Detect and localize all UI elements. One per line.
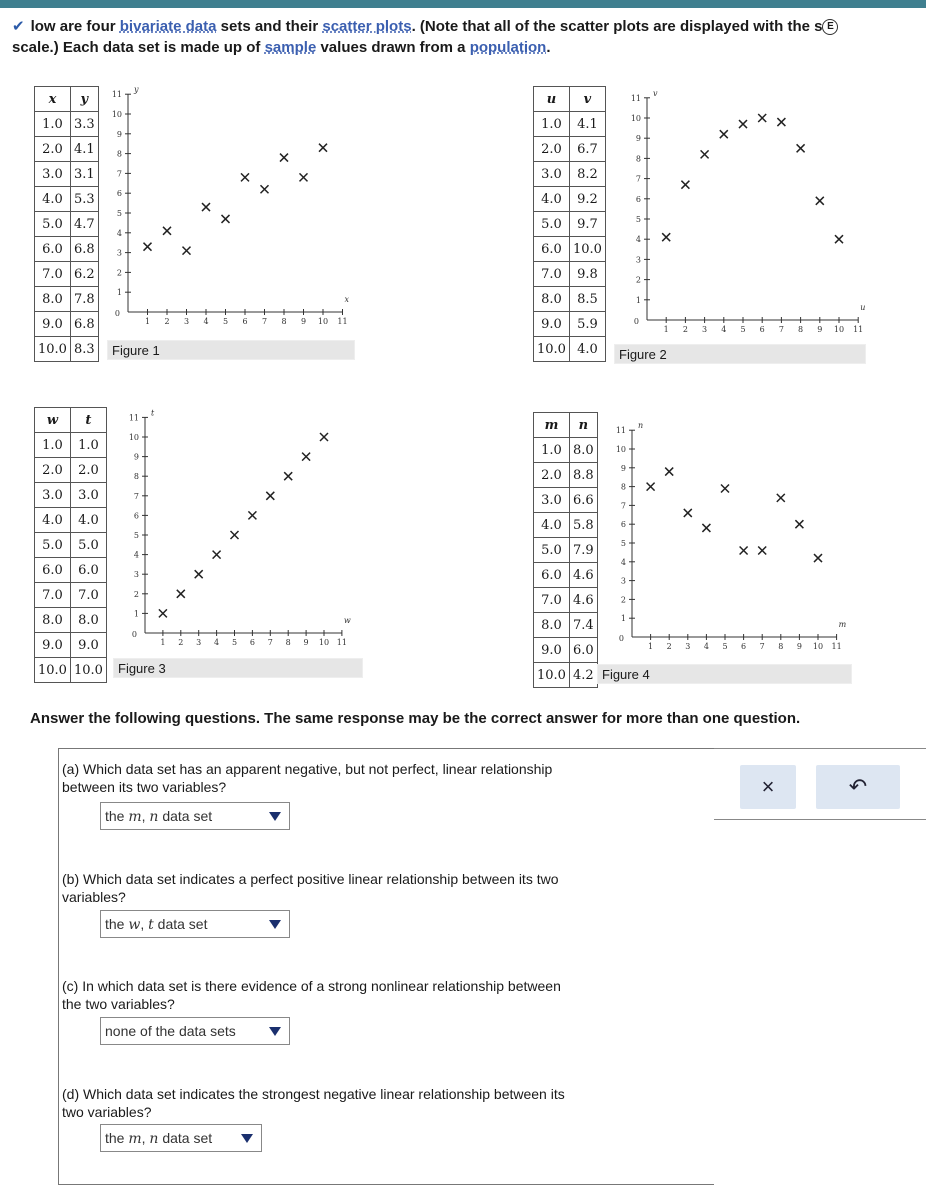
column-header-1: w: [35, 408, 71, 433]
link-sample[interactable]: sample: [264, 39, 317, 56]
table-cell: 2.0: [534, 463, 570, 488]
y-axis-label: y: [134, 85, 139, 95]
data-point: [702, 524, 710, 532]
data-point: [662, 233, 670, 241]
link-scatter-plots[interactable]: scatter plots: [322, 18, 412, 35]
x-tick-label: 4: [703, 642, 709, 651]
data-point: [740, 547, 748, 555]
y-tick-label: 2: [620, 595, 626, 605]
x-tick-label: 3: [196, 638, 202, 647]
table-cell: 3.0: [534, 162, 570, 187]
y-tick-label: 10: [111, 110, 122, 119]
table-cell: 2.0: [35, 458, 71, 483]
y-tick-label: 10: [630, 114, 641, 123]
data-point: [721, 484, 729, 492]
problem-intro: ✔ low are four bivariate data sets and their scatter plots. (Note that all of the scatter plots are displayed with the s E scale.) Each data set is made up of sample values drawn from a population.: [12, 16, 917, 58]
table-cell: 7.0: [35, 262, 71, 287]
column-header-1: m: [534, 413, 570, 438]
y-tick-label: 11: [111, 90, 122, 100]
x-tick-label: 6: [759, 325, 765, 334]
x-tick-label: 4: [214, 638, 220, 647]
chevron-down-icon: [269, 812, 281, 821]
table-cell: 3.0: [534, 488, 570, 513]
table-cell: 6.0: [569, 638, 597, 663]
table-cell: 7.4: [569, 613, 597, 638]
clear-button[interactable]: ×: [740, 765, 796, 809]
table-cell: 4.0: [569, 337, 605, 362]
table-cell: 5.3: [70, 187, 98, 212]
y-tick-label: 8: [133, 472, 139, 482]
y-tick-label: 6: [635, 194, 641, 204]
chevron-down-icon: [241, 1134, 253, 1143]
table-cell: 6.0: [534, 563, 570, 588]
x-tick-label: 8: [285, 638, 291, 647]
y-tick-label: 4: [620, 557, 626, 567]
y-tick-label: 7: [133, 491, 139, 501]
data-point: [758, 547, 766, 555]
table-cell: 4.0: [534, 187, 570, 212]
scatter-plot-1: [112, 85, 350, 326]
table-cell: 8.0: [569, 438, 597, 463]
origin-label: 0: [131, 630, 137, 639]
question-d: (d) Which data set indicates the strongest negative linear relationship between its two variables?: [62, 1086, 565, 1120]
y-tick-label: 11: [128, 413, 139, 423]
data-point: [720, 130, 728, 138]
table-cell: 8.2: [569, 162, 605, 187]
table-cell: 5.0: [70, 533, 106, 558]
data-point: [835, 235, 843, 243]
x-axis-label: u: [860, 303, 866, 312]
y-tick-label: 2: [635, 275, 641, 285]
table-cell: 9.7: [569, 212, 605, 237]
table-cell: 10.0: [534, 663, 570, 688]
data-point: [280, 154, 288, 162]
column-header-2: n: [569, 413, 597, 438]
table-cell: 7.0: [534, 588, 570, 613]
table-cell: 10.0: [70, 658, 106, 683]
data-point: [231, 531, 239, 539]
table-cell: 4.1: [569, 112, 605, 137]
x-tick-label: 5: [722, 642, 728, 651]
x-tick-label: 3: [685, 642, 691, 651]
x-tick-label: 5: [231, 638, 238, 647]
x-tick-label: 3: [183, 317, 190, 326]
check-icon[interactable]: ✔: [12, 18, 25, 35]
x-tick-label: 6: [249, 638, 255, 647]
table-cell: 6.0: [70, 558, 106, 583]
table-cell: 4.0: [534, 513, 570, 538]
data-point: [320, 433, 328, 441]
data-point: [266, 492, 274, 500]
column-header-2: y: [70, 87, 98, 112]
link-bivariate-data[interactable]: bivariate data: [119, 18, 217, 35]
table-cell: 8.8: [569, 463, 597, 488]
y-tick-label: 7: [620, 501, 626, 511]
data-point: [177, 590, 185, 598]
table-cell: 9.0: [534, 312, 570, 337]
table-cell: 10.0: [534, 337, 570, 362]
question-a: (a) Which data set has an apparent negative, but not perfect, linear relationship between its two variables?: [62, 761, 553, 795]
table-cell: 7.8: [70, 287, 98, 312]
column-header-1: u: [534, 87, 570, 112]
x-tick-label: 11: [831, 642, 842, 651]
x-tick-label: 1: [144, 317, 151, 326]
column-header-2: v: [569, 87, 605, 112]
x-tick-label: 6: [242, 317, 248, 326]
y-tick-label: 3: [620, 576, 626, 586]
undo-button[interactable]: ↶: [816, 765, 900, 809]
data-point: [222, 215, 230, 223]
x-tick-label: 1: [663, 325, 669, 334]
table-cell: 6.0: [35, 558, 71, 583]
data-point: [816, 197, 824, 205]
y-tick-label: 7: [116, 169, 122, 179]
y-tick-label: 5: [116, 209, 122, 218]
data-point: [300, 173, 308, 181]
y-tick-label: 2: [116, 268, 122, 278]
x-tick-label: 10: [812, 642, 824, 651]
y-tick-label: 3: [635, 255, 641, 265]
table-cell: 2.0: [35, 137, 71, 162]
table-cell: 1.0: [534, 438, 570, 463]
y-tick-label: 1: [116, 288, 122, 298]
origin-label: 0: [114, 309, 120, 318]
data-point: [144, 243, 152, 251]
table-cell: 5.0: [534, 212, 570, 237]
link-population[interactable]: population: [469, 39, 547, 56]
x-tick-label: 9: [796, 642, 802, 651]
data-point: [248, 511, 256, 519]
data-point: [213, 551, 221, 559]
table-cell: 4.7: [70, 212, 98, 237]
table-cell: 4.0: [35, 187, 71, 212]
data-point: [681, 181, 689, 189]
table-cell: 8.3: [70, 337, 98, 362]
table-cell: 8.0: [534, 287, 570, 312]
answer-select-d[interactable]: the m, n data set: [100, 1124, 262, 1152]
data-point: [814, 554, 822, 562]
y-tick-label: 8: [635, 154, 641, 164]
data-point: [261, 185, 269, 193]
x-tick-label: 7: [267, 638, 273, 647]
x-tick-label: 11: [336, 638, 347, 647]
table-cell: 8.0: [35, 287, 71, 312]
table-cell: 10.0: [35, 658, 71, 683]
table-cell: 6.6: [569, 488, 597, 513]
y-tick-label: 5: [620, 539, 626, 548]
y-tick-label: 10: [128, 433, 139, 442]
y-tick-label: 4: [133, 550, 139, 560]
table-cell: 9.0: [35, 312, 71, 337]
figure-label-2: Figure 2: [614, 344, 866, 364]
x-tick-label: 2: [178, 638, 184, 647]
y-tick-label: 8: [620, 482, 626, 492]
y-tick-label: 8: [116, 149, 122, 159]
table-cell: 3.3: [70, 112, 98, 137]
y-tick-label: 11: [630, 93, 641, 103]
table-cell: 6.0: [35, 237, 71, 262]
table-cell: 9.0: [70, 633, 106, 658]
x-tick-label: 8: [281, 317, 287, 326]
data-point: [777, 118, 785, 126]
data-point: [202, 203, 210, 211]
y-tick-label: 6: [133, 511, 139, 521]
x-tick-label: 9: [817, 325, 823, 334]
y-tick-label: 6: [620, 520, 626, 530]
x-tick-label: 2: [164, 317, 170, 326]
x-tick-label: 4: [721, 325, 727, 334]
column-header-2: t: [70, 408, 106, 433]
x-tick-label: 7: [759, 642, 765, 651]
table-cell: 5.9: [569, 312, 605, 337]
table-cell: 8.0: [70, 608, 106, 633]
data-point: [319, 144, 327, 152]
table-cell: 3.0: [35, 162, 71, 187]
data-point: [284, 472, 292, 480]
y-tick-label: 7: [635, 174, 641, 184]
table-cell: 2.0: [70, 458, 106, 483]
table-cell: 7.0: [70, 583, 106, 608]
data-point: [758, 114, 766, 122]
answer-select-c[interactable]: none of the data sets: [100, 1017, 290, 1045]
y-axis-label: v: [653, 88, 658, 98]
data-point: [163, 227, 171, 235]
chevron-down-icon: [269, 920, 281, 929]
table-cell: 7.9: [569, 538, 597, 563]
table-cell: 4.6: [569, 563, 597, 588]
x-tick-label: 7: [261, 317, 268, 326]
question-b: (b) Which data set indicates a perfect positive linear relationship between its two variables?: [62, 871, 559, 905]
x-tick-label: 7: [778, 325, 784, 334]
data-point: [241, 173, 249, 181]
x-tick-label: 6: [741, 642, 747, 651]
figure-label-1: Figure 1: [107, 340, 355, 360]
y-tick-label: 5: [133, 531, 139, 540]
table-cell: 4.6: [569, 588, 597, 613]
x-axis-label: x: [344, 295, 350, 304]
y-tick-label: 11: [615, 426, 626, 436]
x-tick-label: 8: [778, 642, 784, 651]
data-point: [159, 609, 167, 617]
table-cell: 10.0: [569, 237, 605, 262]
table-cell: 1.0: [70, 433, 106, 458]
y-tick-label: 9: [635, 134, 641, 144]
table-cell: 6.7: [569, 137, 605, 162]
x-tick-label: 4: [203, 317, 209, 326]
table-cell: 3.0: [35, 483, 71, 508]
scatter-plot-4: [616, 421, 847, 651]
table-cell: 10.0: [35, 337, 71, 362]
table-cell: 5.0: [534, 538, 570, 563]
x-tick-label: 11: [337, 317, 348, 326]
table-cell: 4.2: [569, 663, 597, 688]
x-tick-label: 1: [160, 638, 166, 647]
origin-label: 0: [633, 317, 639, 326]
table-cell: 5.0: [35, 533, 71, 558]
scatter-plot-2: [631, 89, 866, 334]
y-tick-label: 2: [133, 589, 139, 599]
y-tick-label: 9: [133, 452, 139, 462]
x-axis-label: m: [838, 620, 847, 629]
y-tick-label: 4: [116, 228, 122, 238]
x-tick-label: 5: [222, 317, 229, 326]
x-tick-label: 3: [702, 325, 708, 334]
table-cell: 9.8: [569, 262, 605, 287]
y-tick-label: 3: [116, 248, 122, 258]
table-cell: 6.0: [534, 237, 570, 262]
x-tick-label: 1: [648, 642, 654, 651]
table-cell: 9.0: [534, 638, 570, 663]
table-cell: 3.1: [70, 162, 98, 187]
y-tick-label: 10: [615, 445, 626, 454]
table-cell: 8.0: [534, 613, 570, 638]
table-cell: 3.0: [70, 483, 106, 508]
y-tick-label: 1: [635, 295, 641, 305]
table-cell: 2.0: [534, 137, 570, 162]
x-tick-label: 5: [740, 325, 746, 334]
x-tick-label: 8: [798, 325, 804, 334]
y-tick-label: 6: [116, 189, 122, 199]
table-cell: 6.8: [70, 312, 98, 337]
x-tick-label: 10: [318, 638, 330, 647]
data-point: [183, 247, 191, 255]
y-tick-label: 1: [620, 614, 626, 624]
table-cell: 7.0: [534, 262, 570, 287]
chevron-down-icon: [269, 1027, 281, 1036]
y-tick-label: 5: [635, 215, 641, 224]
data-point: [684, 509, 692, 517]
table-cell: 4.1: [70, 137, 98, 162]
table-cell: 9.2: [569, 187, 605, 212]
table-cell: 8.0: [35, 608, 71, 633]
data-point: [195, 570, 203, 578]
data-point: [777, 494, 785, 502]
y-tick-label: 9: [116, 129, 122, 139]
data-point: [647, 483, 655, 491]
table-cell: 9.0: [35, 633, 71, 658]
data-point: [739, 120, 747, 128]
y-axis-label: t: [151, 408, 155, 418]
y-tick-label: 4: [635, 235, 641, 245]
table-cell: 1.0: [534, 112, 570, 137]
question-c: (c) In which data set is there evidence of a strong nonlinear relationship between the two variables?: [62, 978, 561, 1012]
x-tick-label: 11: [853, 325, 864, 334]
y-tick-label: 3: [133, 570, 139, 580]
table-cell: 1.0: [35, 433, 71, 458]
x-axis-label: w: [343, 616, 351, 625]
x-tick-label: 10: [317, 317, 329, 326]
answer-select-b[interactable]: the w, t data set: [100, 910, 290, 938]
x-tick-label: 10: [833, 325, 845, 334]
scatter-plot-3: [129, 408, 351, 647]
data-point: [701, 150, 709, 158]
origin-label: 0: [618, 634, 624, 643]
data-point: [795, 520, 803, 528]
expand-icon[interactable]: E: [822, 19, 838, 35]
data-point: [302, 453, 310, 461]
table-cell: 5.8: [569, 513, 597, 538]
table-cell: 4.0: [70, 508, 106, 533]
x-tick-label: 9: [300, 317, 307, 326]
answer-select-a[interactable]: the m, n data set: [100, 802, 290, 830]
table-cell: 7.0: [35, 583, 71, 608]
table-cell: 1.0: [35, 112, 71, 137]
y-tick-label: 1: [133, 609, 139, 619]
data-point: [797, 144, 805, 152]
y-axis-label: n: [638, 421, 644, 431]
figure-label-3: Figure 3: [113, 658, 363, 678]
data-point: [665, 468, 673, 476]
instructions: Answer the following questions. The same response may be the correct answer for more than one question.: [30, 710, 801, 727]
table-cell: 5.0: [35, 212, 71, 237]
y-tick-label: 9: [620, 463, 626, 473]
x-tick-label: 2: [666, 642, 672, 651]
x-tick-label: 2: [682, 325, 688, 334]
column-header-1: x: [35, 87, 71, 112]
figure-label-4: Figure 4: [597, 664, 852, 684]
table-cell: 4.0: [35, 508, 71, 533]
x-tick-label: 9: [303, 638, 309, 647]
table-cell: 8.5: [569, 287, 605, 312]
table-cell: 6.8: [70, 237, 98, 262]
table-cell: 6.2: [70, 262, 98, 287]
